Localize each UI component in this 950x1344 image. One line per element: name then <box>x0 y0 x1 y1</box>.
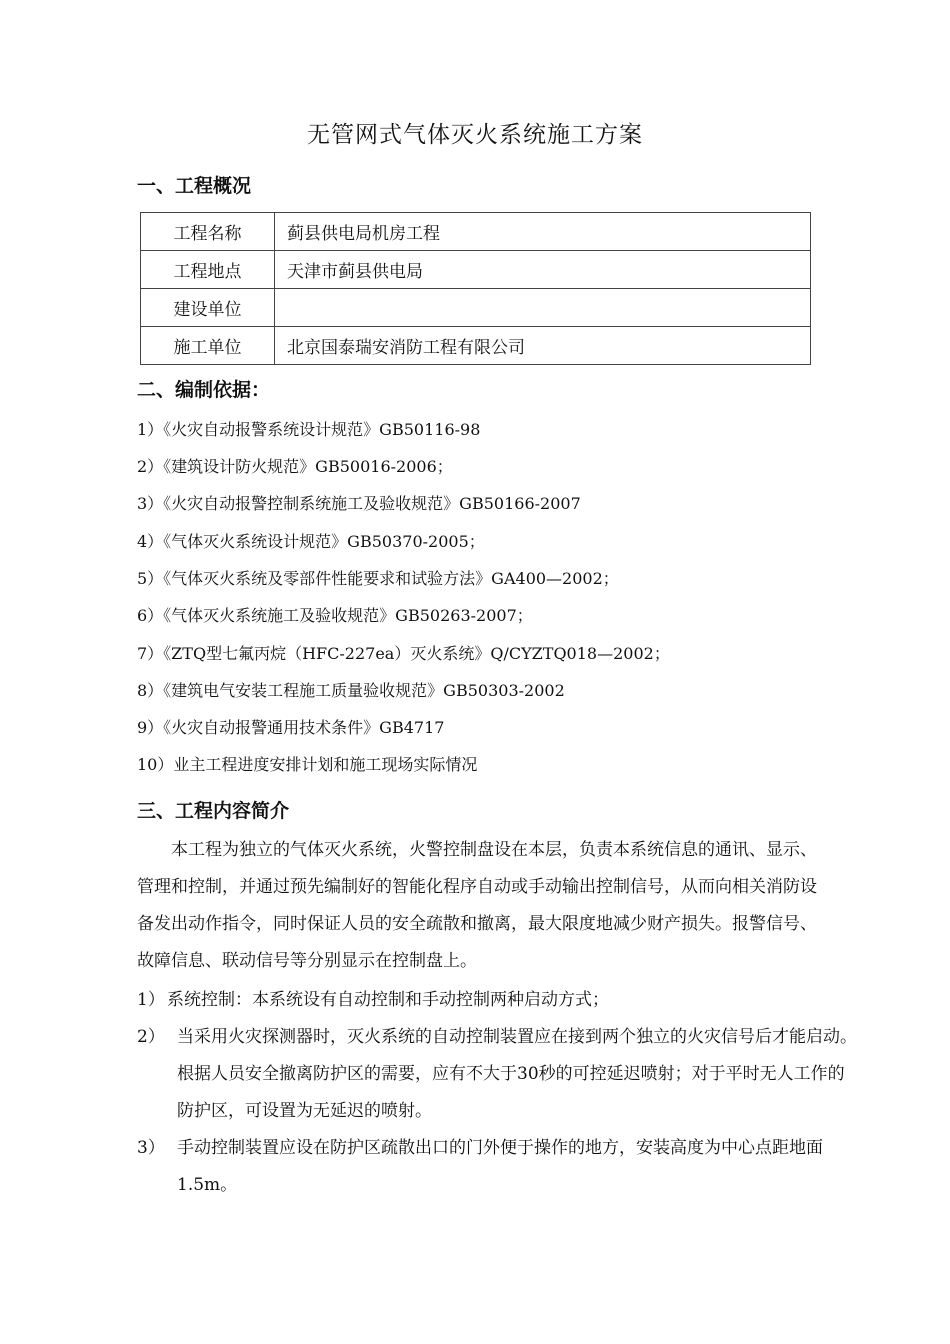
table-value-cell: 蓟县供电局机房工程 <box>275 213 811 251</box>
project-info-table <box>140 212 811 365</box>
section-heading-overview: 一、工程概况 <box>137 175 252 197</box>
reference-item: 10）业主工程进度安排计划和施工现场实际情况 <box>137 755 478 774</box>
reference-item: 3）《火灾自动报警控制系统施工及验收规范》GB50166-2007 <box>137 494 581 513</box>
list-item <box>137 1019 857 1130</box>
reference-item: 8）《建筑电气安装工程施工质量验收规范》GB50303-2002 <box>137 681 565 700</box>
document-title: 无管网式气体灭火系统施工方案 <box>307 122 643 148</box>
reference-item: 1）《火灾自动报警系统设计规范》GB50116-98 <box>137 420 481 439</box>
table-value-cell: 北京国泰瑞安消防工程有限公司 <box>275 327 811 365</box>
table-row <box>141 289 811 327</box>
table-value-cell: 天津市蓟县供电局 <box>275 251 811 289</box>
reference-item: 7）《ZTQ型七氟丙烷（HFC-227ea）灭火系统》Q/CYZTQ018—2002； <box>137 644 670 663</box>
table-label-cell: 施工单位 <box>141 327 275 365</box>
table-value-cell <box>275 289 811 327</box>
intro-paragraph: 本工程为独立的气体灭火系统，火警控制盘设在本层，负责本系统信息的通讯、显示、管理和控制，并通过预先编制好的智能化程序自动或手动输出控制信号，从而向相关消防设备发出动作指令，同时保证人员的安全疏散和撤离，最大限度地减少财产损失。报警信号、故障信息、联动信号等分别显示在控制盘上。 <box>137 840 817 971</box>
reference-item: 6）《气体灭火系统施工及验收规范》GB50263-2007； <box>137 606 533 625</box>
table-label-cell: 建设单位 <box>141 289 275 327</box>
list-item-number: 3） <box>137 1138 165 1158</box>
section-heading-content: 三、工程内容简介 <box>137 800 290 822</box>
list-item <box>137 982 817 1019</box>
table-row <box>141 213 811 251</box>
section-heading-basis: 二、编制依据： <box>137 379 271 401</box>
table-label-cell: 工程地点 <box>141 251 275 289</box>
list-item-text: 当采用火灾探测器时，灭火系统的自动控制装置应在接到两个独立的火灾信号后才能启动。根据人员安全撤离防护区的需要，应有不大于30秒的可控延迟喷射；对于平时无人工作的防护区，可设置为无延迟的喷射。 <box>177 1027 857 1121</box>
list-item <box>137 1130 857 1204</box>
list-item-number: 2） <box>137 1027 165 1047</box>
table-row <box>141 251 811 289</box>
reference-item: 4）《气体灭火系统设计规范》GB50370-2005； <box>137 532 485 551</box>
table-label-cell: 工程名称 <box>141 213 275 251</box>
list-item-number: 1） <box>137 990 165 1010</box>
table-row <box>141 327 811 365</box>
reference-item: 9）《火灾自动报警通用技术条件》GB4717 <box>137 718 445 737</box>
list-item-text: 手动控制装置应设在防护区疏散出口的门外便于操作的地方，安装高度为中心点距地面1.5m。 <box>177 1138 823 1195</box>
reference-item: 2）《建筑设计防火规范》GB50016-2006； <box>137 457 453 476</box>
reference-item: 5）《气体灭火系统及零部件性能要求和试验方法》GA400—2002； <box>137 569 619 588</box>
list-item-text: 系统控制：本系统设有自动控制和手动控制两种启动方式； <box>167 990 609 1010</box>
